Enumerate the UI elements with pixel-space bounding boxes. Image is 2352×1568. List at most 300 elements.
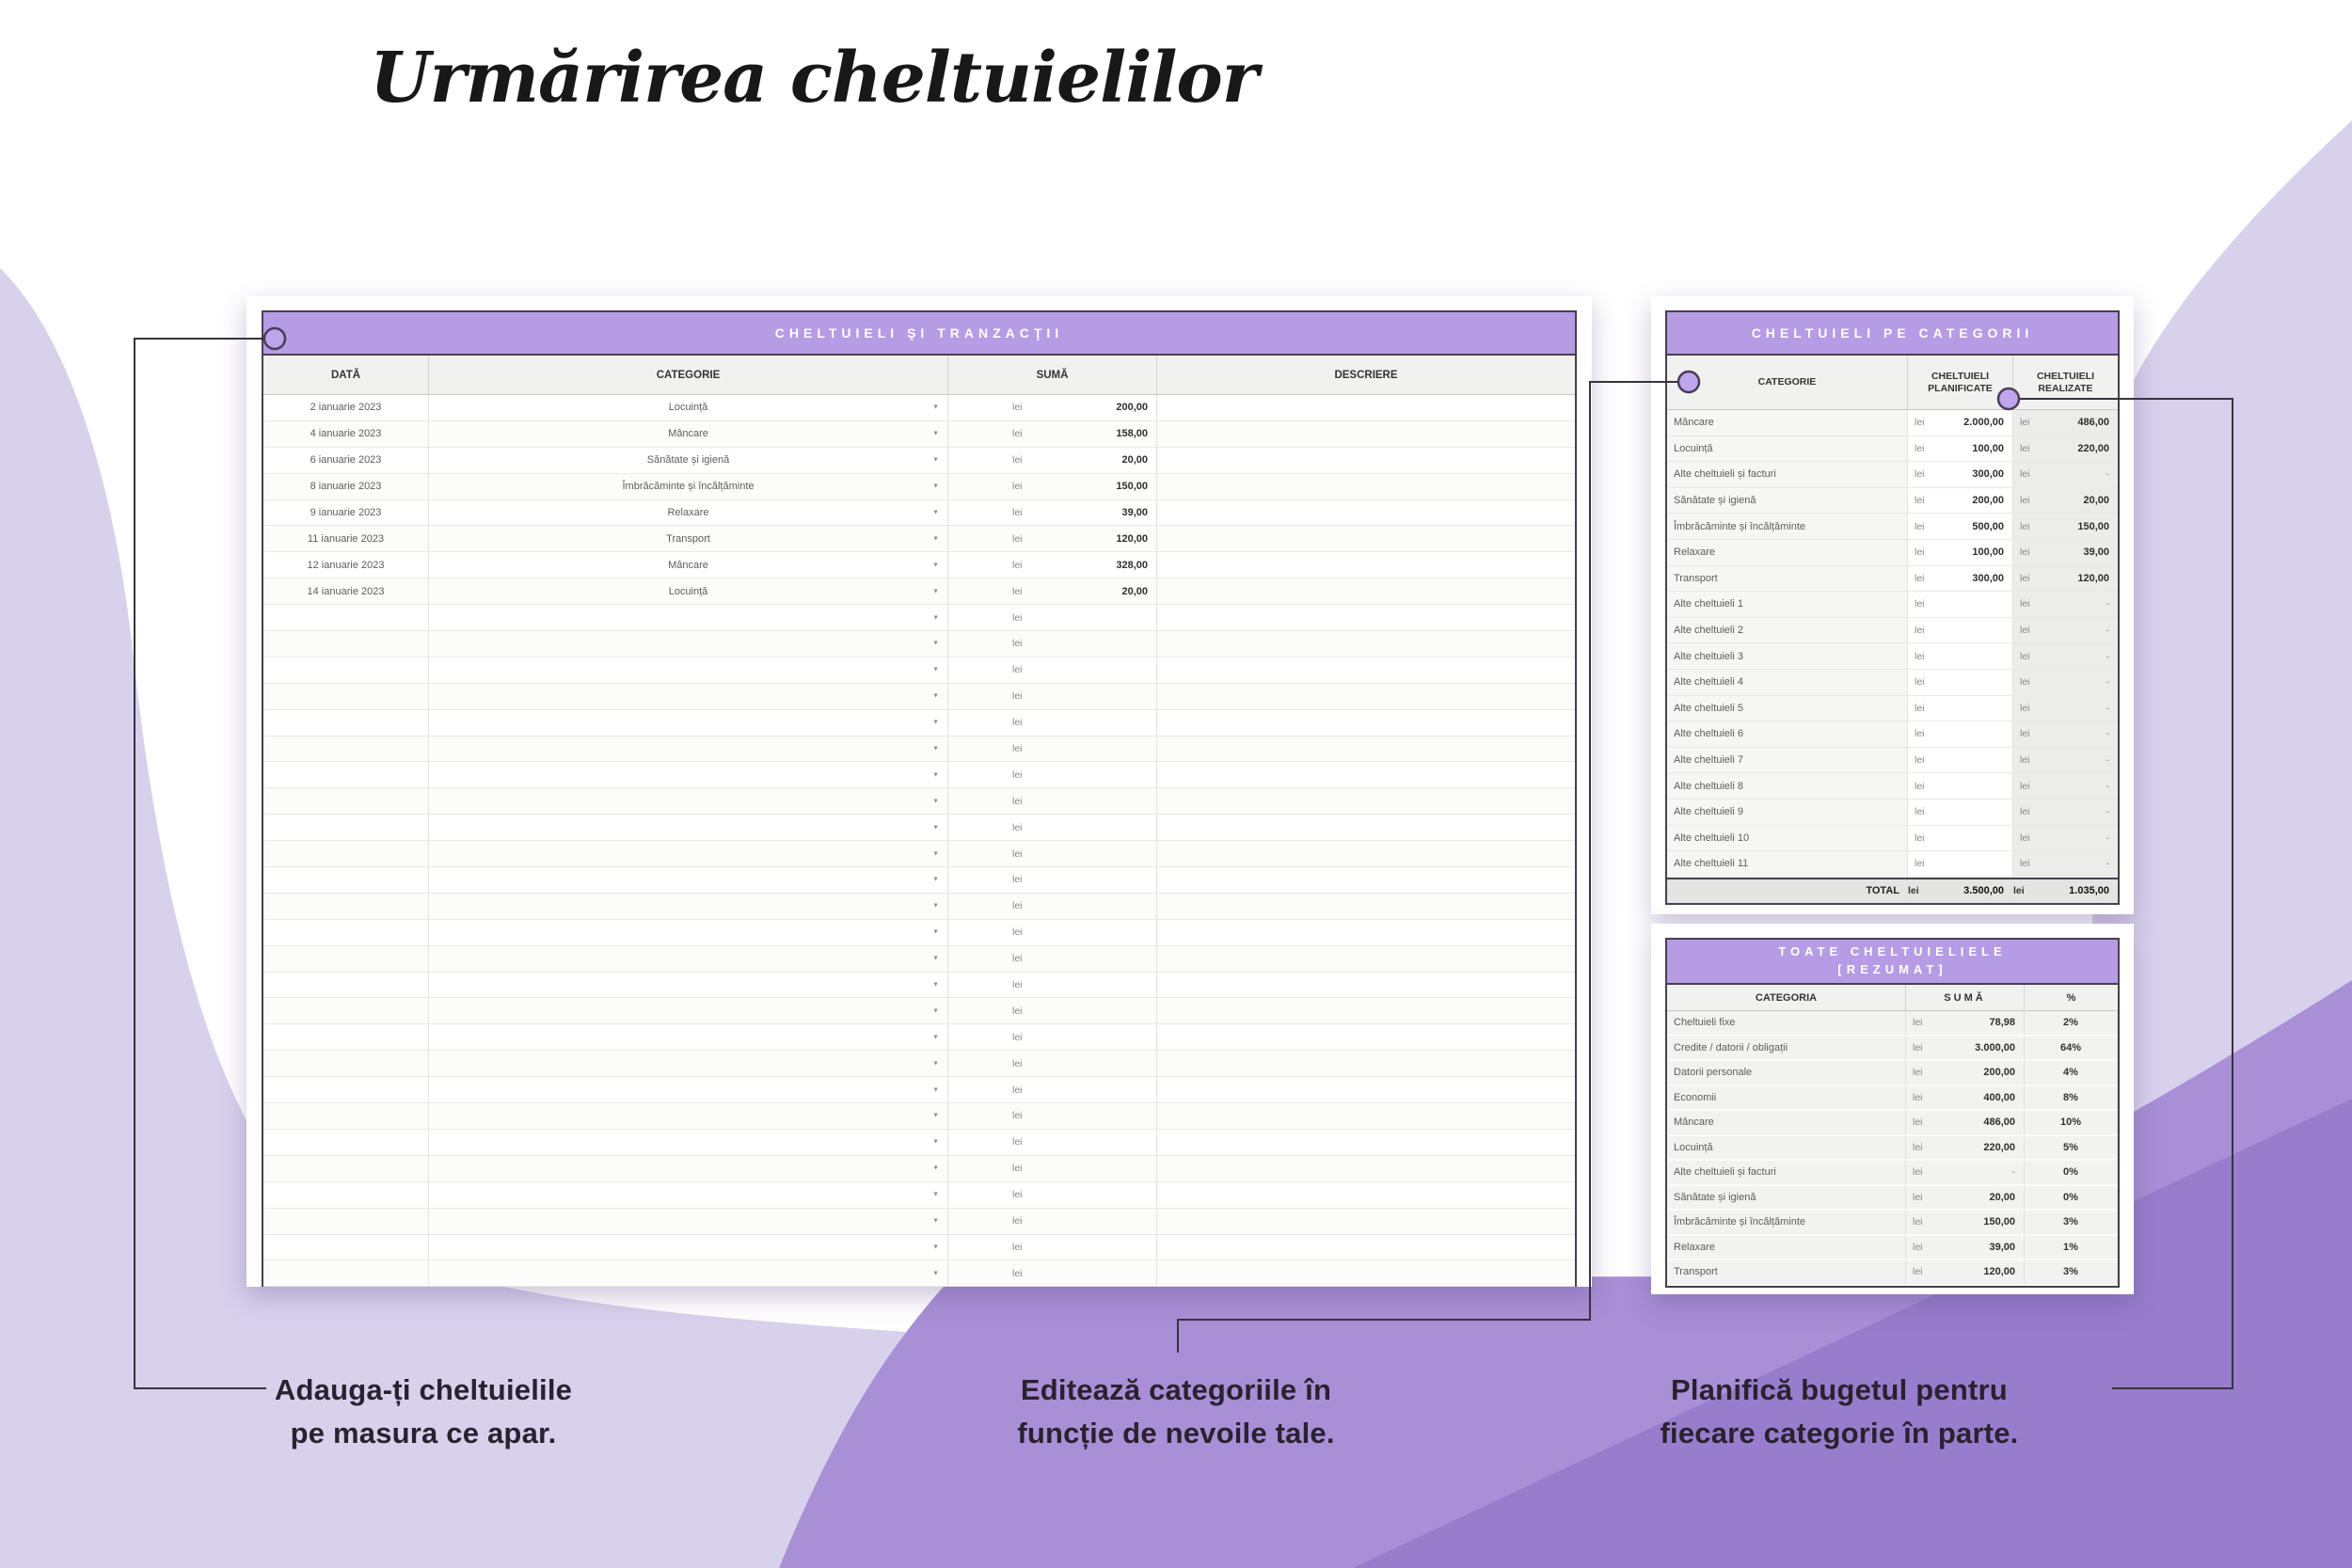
cell-category[interactable]	[429, 920, 948, 946]
cell-date[interactable]: 2 ianuarie 2023	[263, 395, 429, 421]
cell-description[interactable]	[1157, 815, 1575, 841]
cell-date[interactable]	[263, 788, 429, 815]
cell-amount[interactable]	[948, 395, 1157, 421]
total-actual-cell	[2013, 879, 2118, 903]
cell-description[interactable]	[1157, 1235, 1575, 1261]
cell-planned[interactable]	[1908, 566, 2013, 593]
cell-description[interactable]	[1157, 1077, 1575, 1103]
column-header-categoria: CATEGORIA	[1667, 985, 1906, 1011]
cell-category[interactable]: Sănătate și igienă	[1667, 1186, 1906, 1212]
cell-description[interactable]	[1157, 578, 1575, 605]
cell-category[interactable]: Locuință	[1667, 1136, 1906, 1162]
cell-description[interactable]	[1157, 421, 1575, 448]
cell-amount[interactable]	[948, 500, 1157, 527]
cell-date[interactable]: 14 ianuarie 2023	[263, 578, 429, 605]
amount-value: 300,00	[1972, 468, 2004, 481]
transaction-row	[263, 946, 1575, 973]
cell-amount[interactable]	[948, 867, 1157, 894]
cell-category[interactable]	[429, 657, 948, 684]
cell-category[interactable]	[429, 998, 948, 1024]
cell-category[interactable]: Relaxare	[1667, 540, 1908, 566]
cell-amount[interactable]	[948, 448, 1157, 474]
cell-actual[interactable]	[2013, 488, 2118, 515]
category-dropdown-icon[interactable]: ▼	[932, 1138, 939, 1146]
cell-amount[interactable]	[948, 841, 1157, 867]
cell-description[interactable]	[1157, 500, 1575, 527]
cell-description[interactable]	[1157, 395, 1575, 421]
cell-planned[interactable]	[1908, 670, 2013, 696]
cell-date[interactable]	[263, 1260, 429, 1287]
category-dropdown-icon[interactable]: ▼	[932, 1191, 939, 1198]
annotation-add-expenses	[132, 1369, 715, 1455]
cell-description[interactable]	[1157, 552, 1575, 578]
cell-actual[interactable]	[2013, 618, 2118, 644]
cell-planned[interactable]	[1908, 826, 2013, 852]
cell-percent[interactable]: 8%	[2025, 1086, 2118, 1112]
amount-value: -	[2106, 676, 2109, 689]
cell-description[interactable]	[1157, 1130, 1575, 1156]
category-dropdown-icon[interactable]: ▼	[932, 1086, 939, 1094]
currency-label: lei	[1915, 702, 1925, 714]
currency-label: lei	[1913, 1141, 1923, 1153]
cell-actual[interactable]	[2013, 826, 2118, 852]
cell-planned[interactable]	[1908, 540, 2013, 566]
cell-date[interactable]	[263, 920, 429, 946]
cell-category[interactable]: Alte cheltuieli 5	[1667, 696, 1908, 722]
cell-category[interactable]	[429, 841, 948, 867]
cell-category[interactable]	[429, 1077, 948, 1103]
cell-actual[interactable]	[2013, 748, 2118, 774]
cell-date[interactable]	[263, 631, 429, 657]
cell-date[interactable]	[263, 1156, 429, 1182]
cell-planned[interactable]	[1908, 800, 2013, 826]
cell-planned[interactable]	[1908, 851, 2013, 878]
cell-percent[interactable]: 3%	[2025, 1260, 2118, 1286]
cell-date[interactable]	[263, 1077, 429, 1103]
category-dropdown-icon[interactable]: ▼	[932, 1060, 939, 1068]
cell-description[interactable]	[1157, 710, 1575, 736]
cell-percent[interactable]: 0%	[2025, 1161, 2118, 1186]
category-dropdown-icon[interactable]: ▼	[932, 640, 939, 647]
cell-planned[interactable]	[1908, 488, 2013, 515]
cell-description[interactable]	[1157, 1024, 1575, 1051]
cell-description[interactable]	[1157, 946, 1575, 973]
currency-label: lei	[2020, 728, 2030, 740]
cell-amount[interactable]	[948, 762, 1157, 788]
cell-category[interactable]: Alte cheltuieli 8	[1667, 773, 1908, 800]
cell-description[interactable]	[1157, 657, 1575, 684]
cell-date[interactable]: 11 ianuarie 2023	[263, 526, 429, 552]
cell-planned[interactable]	[1908, 696, 2013, 722]
category-dropdown-icon[interactable]: ▼	[932, 1164, 939, 1172]
cell-category[interactable]: Mâncare	[1667, 1111, 1906, 1136]
cell-planned[interactable]	[1908, 748, 2013, 774]
cell-category[interactable]	[429, 736, 948, 763]
cell-amount[interactable]	[1906, 1136, 2025, 1162]
category-dropdown-icon[interactable]: ▼	[932, 1034, 939, 1041]
category-dropdown-icon[interactable]: ▼	[932, 745, 939, 752]
category-dropdown-icon[interactable]: ▼	[932, 404, 939, 411]
category-dropdown-icon[interactable]: ▼	[932, 666, 939, 673]
transaction-row	[263, 1235, 1575, 1261]
cell-actual[interactable]	[2013, 540, 2118, 566]
cell-description[interactable]	[1157, 998, 1575, 1024]
cell-category[interactable]	[429, 578, 948, 605]
cell-category[interactable]: Alte cheltuieli 1	[1667, 592, 1908, 618]
cell-date[interactable]	[263, 1130, 429, 1156]
cell-amount[interactable]	[948, 526, 1157, 552]
amount-value: -	[2106, 650, 2109, 662]
cell-date[interactable]: 8 ianuarie 2023	[263, 474, 429, 500]
cell-actual[interactable]	[2013, 514, 2118, 540]
cell-percent[interactable]: 64%	[2025, 1037, 2118, 1062]
cell-date[interactable]	[263, 710, 429, 736]
cell-description[interactable]	[1157, 1051, 1575, 1077]
cell-category[interactable]: Locuință	[1667, 436, 1908, 463]
cell-amount[interactable]	[948, 1103, 1157, 1130]
cell-description[interactable]	[1157, 736, 1575, 763]
cell-amount[interactable]	[948, 973, 1157, 999]
cell-percent[interactable]: 1%	[2025, 1236, 2118, 1261]
cell-date[interactable]	[263, 998, 429, 1024]
cell-amount[interactable]	[948, 815, 1157, 841]
cell-category[interactable]	[429, 1024, 948, 1051]
category-dropdown-icon[interactable]: ▼	[932, 692, 939, 700]
cell-actual[interactable]	[2013, 436, 2118, 463]
cell-category[interactable]: Alte cheltuieli 7	[1667, 748, 1908, 774]
cell-percent[interactable]: 0%	[2025, 1186, 2118, 1212]
cell-category[interactable]	[429, 552, 948, 578]
cell-description[interactable]	[1157, 841, 1575, 867]
transaction-row	[263, 395, 1575, 421]
cell-actual[interactable]	[2013, 800, 2118, 826]
cell-date[interactable]: 12 ianuarie 2023	[263, 552, 429, 578]
cell-category[interactable]: Datorii personale	[1667, 1061, 1906, 1086]
cell-category[interactable]: Cheltuieli fixe	[1667, 1011, 1906, 1037]
cell-category[interactable]	[429, 762, 948, 788]
currency-label: lei	[2020, 520, 2030, 532]
cell-category[interactable]	[429, 1103, 948, 1130]
cell-actual[interactable]	[2013, 566, 2118, 593]
cell-planned[interactable]	[1908, 773, 2013, 800]
cell-category[interactable]	[429, 448, 948, 474]
cell-amount[interactable]	[948, 578, 1157, 605]
category-dropdown-icon[interactable]: ▼	[932, 614, 939, 622]
cell-date[interactable]	[263, 1182, 429, 1209]
cell-amount[interactable]	[1906, 1061, 2025, 1086]
cell-date[interactable]	[263, 1051, 429, 1077]
cell-date[interactable]	[263, 736, 429, 763]
cell-date[interactable]	[263, 946, 429, 973]
cell-date[interactable]	[263, 894, 429, 920]
cell-description[interactable]	[1157, 605, 1575, 631]
cell-category[interactable]: Credite / datorii / obligații	[1667, 1037, 1906, 1062]
currency-label: lei	[1915, 754, 1925, 767]
category-value: Transport	[666, 532, 710, 545]
summary-title-line1: TOATE CHELTUIELIELE	[1778, 944, 2007, 959]
cell-category[interactable]: Alte cheltuieli 10	[1667, 826, 1908, 852]
total-label: TOTAL	[1667, 879, 1908, 903]
cell-date[interactable]	[263, 1209, 429, 1235]
cell-description[interactable]	[1157, 788, 1575, 815]
transaction-row	[263, 500, 1575, 527]
cell-amount[interactable]	[1906, 1211, 2025, 1236]
cell-amount[interactable]	[948, 710, 1157, 736]
cell-category[interactable]	[429, 815, 948, 841]
currency-label: lei	[1012, 1031, 1023, 1043]
cell-amount[interactable]	[948, 605, 1157, 631]
cell-category[interactable]	[429, 1182, 948, 1209]
cell-category[interactable]	[429, 867, 948, 894]
cell-date[interactable]	[263, 762, 429, 788]
currency-label: lei	[2020, 417, 2030, 429]
cell-actual[interactable]	[2013, 773, 2118, 800]
cell-amount[interactable]	[948, 894, 1157, 920]
cell-actual[interactable]	[2013, 592, 2118, 618]
cell-description[interactable]	[1157, 448, 1575, 474]
currency-label: lei	[1915, 598, 1925, 610]
cell-actual[interactable]	[2013, 721, 2118, 748]
transaction-row	[263, 710, 1575, 736]
cell-amount[interactable]	[1906, 1111, 2025, 1136]
cell-date[interactable]	[263, 1024, 429, 1051]
cell-actual[interactable]	[2013, 462, 2118, 488]
cell-amount[interactable]	[1906, 1236, 2025, 1261]
category-dropdown-icon[interactable]: ▼	[932, 1112, 939, 1119]
cell-amount[interactable]	[1906, 1037, 2025, 1062]
cell-date[interactable]	[263, 841, 429, 867]
cell-percent[interactable]: 5%	[2025, 1136, 2118, 1162]
category-dropdown-icon[interactable]: ▼	[932, 535, 939, 543]
cell-planned[interactable]	[1908, 592, 2013, 618]
cell-category[interactable]	[429, 1209, 948, 1235]
cell-category[interactable]	[429, 526, 948, 552]
cell-percent[interactable]: 10%	[2025, 1111, 2118, 1136]
category-dropdown-icon[interactable]: ▼	[932, 955, 939, 962]
cell-date[interactable]: 9 ianuarie 2023	[263, 500, 429, 527]
category-dropdown-icon[interactable]: ▼	[932, 456, 939, 464]
cell-category[interactable]	[429, 631, 948, 657]
cell-category[interactable]: Îmbrăcăminte și încălțăminte	[1667, 1211, 1906, 1236]
cell-description[interactable]	[1157, 973, 1575, 999]
cell-date[interactable]	[263, 684, 429, 710]
cell-description[interactable]	[1157, 1260, 1575, 1287]
cell-percent[interactable]: 2%	[2025, 1011, 2118, 1037]
cell-category[interactable]	[429, 1260, 948, 1287]
category-dropdown-icon[interactable]: ▼	[932, 876, 939, 883]
cell-category[interactable]	[429, 474, 948, 500]
cell-category[interactable]: Alte cheltuieli 3	[1667, 643, 1908, 670]
transaction-row	[263, 1156, 1575, 1182]
category-dropdown-icon[interactable]: ▼	[932, 850, 939, 858]
cell-planned[interactable]	[1908, 462, 2013, 488]
cell-actual[interactable]	[2013, 643, 2118, 670]
cell-amount[interactable]	[948, 736, 1157, 763]
cell-amount[interactable]	[948, 920, 1157, 946]
cell-amount[interactable]	[1906, 1086, 2025, 1112]
category-dropdown-icon[interactable]: ▼	[932, 1270, 939, 1277]
cell-planned[interactable]	[1908, 436, 2013, 463]
cell-category[interactable]	[429, 1051, 948, 1077]
cell-actual[interactable]	[2013, 851, 2118, 878]
cell-category[interactable]: Alte cheltuieli 2	[1667, 618, 1908, 644]
cell-date[interactable]	[263, 867, 429, 894]
category-dropdown-icon[interactable]: ▼	[932, 824, 939, 832]
cell-date[interactable]	[263, 1235, 429, 1261]
category-dropdown-icon[interactable]: ▼	[932, 981, 939, 989]
currency-label: lei	[1012, 585, 1023, 597]
cell-category[interactable]	[429, 973, 948, 999]
cell-amount[interactable]	[948, 1260, 1157, 1287]
currency-label: lei	[2020, 702, 2030, 714]
cell-category[interactable]: Alte cheltuieli 4	[1667, 670, 1908, 696]
cell-date[interactable]	[263, 815, 429, 841]
cell-planned[interactable]	[1908, 721, 2013, 748]
cell-amount[interactable]	[948, 1235, 1157, 1261]
cell-percent[interactable]: 4%	[2025, 1061, 2118, 1086]
cell-amount[interactable]	[948, 1051, 1157, 1077]
category-dropdown-icon[interactable]: ▼	[932, 483, 939, 490]
cell-date[interactable]: 6 ianuarie 2023	[263, 448, 429, 474]
cell-description[interactable]	[1157, 684, 1575, 710]
cell-actual[interactable]	[2013, 696, 2118, 722]
category-dropdown-icon[interactable]: ▼	[932, 509, 939, 516]
currency-label: lei	[1012, 1267, 1023, 1279]
cell-category[interactable]: Transport	[1667, 566, 1908, 593]
currency-label: lei	[1012, 795, 1023, 807]
cell-description[interactable]	[1157, 1209, 1575, 1235]
cell-category[interactable]: Îmbrăcăminte și încălțăminte	[1667, 514, 1908, 540]
cell-description[interactable]	[1157, 474, 1575, 500]
amount-value: 486,00	[1983, 1117, 2015, 1129]
categories-sheet	[1651, 296, 2134, 914]
column-header-descriere: DESCRIERE	[1157, 356, 1575, 395]
cell-category[interactable]	[429, 500, 948, 527]
category-dropdown-icon[interactable]: ▼	[932, 771, 939, 779]
cell-category[interactable]: Alte cheltuieli și facturi	[1667, 1161, 1906, 1186]
cell-date[interactable]	[263, 973, 429, 999]
cell-amount[interactable]	[948, 657, 1157, 684]
cell-description[interactable]	[1157, 894, 1575, 920]
cell-date[interactable]	[263, 605, 429, 631]
cell-category[interactable]	[429, 395, 948, 421]
cell-description[interactable]	[1157, 1182, 1575, 1209]
cell-category[interactable]	[429, 605, 948, 631]
cell-amount[interactable]	[948, 788, 1157, 815]
cell-category[interactable]	[429, 1156, 948, 1182]
cell-amount[interactable]	[948, 1024, 1157, 1051]
cell-amount[interactable]	[948, 1077, 1157, 1103]
cell-category[interactable]: Alte cheltuieli 9	[1667, 800, 1908, 826]
amount-value: 20,00	[1121, 454, 1148, 467]
currency-label: lei	[1012, 717, 1023, 729]
category-dropdown-icon[interactable]: ▼	[932, 1007, 939, 1015]
cell-amount[interactable]	[948, 998, 1157, 1024]
category-dropdown-icon[interactable]: ▼	[932, 588, 939, 595]
currency-label: lei	[1915, 650, 1925, 662]
cell-actual[interactable]	[2013, 410, 2118, 436]
category-dropdown-icon[interactable]: ▼	[932, 1243, 939, 1251]
cell-category[interactable]	[429, 788, 948, 815]
category-dropdown-icon[interactable]: ▼	[932, 798, 939, 805]
cell-date[interactable]: 4 ianuarie 2023	[263, 421, 429, 448]
cell-planned[interactable]	[1908, 410, 2013, 436]
cell-description[interactable]	[1157, 920, 1575, 946]
cell-amount[interactable]	[948, 474, 1157, 500]
cell-description[interactable]	[1157, 1103, 1575, 1130]
cell-category[interactable]: Alte cheltuieli și facturi	[1667, 462, 1908, 488]
cell-category[interactable]	[429, 710, 948, 736]
cell-category[interactable]: Mâncare	[1667, 410, 1908, 436]
cell-category[interactable]: Alte cheltuieli 6	[1667, 721, 1908, 748]
cell-description[interactable]	[1157, 526, 1575, 552]
cell-planned[interactable]	[1908, 618, 2013, 644]
cell-category[interactable]: Sănătate și igienă	[1667, 488, 1908, 515]
cell-category[interactable]	[429, 1235, 948, 1261]
category-dropdown-icon[interactable]: ▼	[932, 928, 939, 936]
cell-amount[interactable]	[948, 1130, 1157, 1156]
cell-amount[interactable]	[948, 552, 1157, 578]
cell-date[interactable]	[263, 657, 429, 684]
amount-value: 220,00	[1983, 1141, 2015, 1153]
cell-description[interactable]	[1157, 867, 1575, 894]
category-dropdown-icon[interactable]: ▼	[932, 902, 939, 910]
cell-amount[interactable]	[1906, 1011, 2025, 1037]
cell-amount[interactable]	[948, 421, 1157, 448]
cell-category[interactable]: Transport	[1667, 1260, 1906, 1286]
cell-amount[interactable]	[948, 946, 1157, 973]
category-dropdown-icon[interactable]: ▼	[932, 719, 939, 726]
categories-table	[1665, 310, 2120, 905]
category-dropdown-icon[interactable]: ▼	[932, 562, 939, 569]
cell-category[interactable]: Relaxare	[1667, 1236, 1906, 1261]
cell-amount[interactable]	[948, 1156, 1157, 1182]
cell-category[interactable]	[429, 684, 948, 710]
cell-amount[interactable]	[948, 631, 1157, 657]
cell-planned[interactable]	[1908, 514, 2013, 540]
total-actual-value: 1.035,00	[2069, 885, 2109, 897]
summary-row	[1667, 1161, 2118, 1186]
cell-category[interactable]	[429, 1130, 948, 1156]
cell-category[interactable]	[429, 894, 948, 920]
cell-category[interactable]	[429, 946, 948, 973]
cell-amount[interactable]	[948, 684, 1157, 710]
cell-description[interactable]	[1157, 631, 1575, 657]
category-budget-row	[1667, 851, 2118, 878]
cell-planned[interactable]	[1908, 643, 2013, 670]
cell-percent[interactable]: 3%	[2025, 1211, 2118, 1236]
cell-date[interactable]	[263, 1103, 429, 1130]
cell-amount[interactable]	[948, 1209, 1157, 1235]
cell-amount[interactable]	[1906, 1186, 2025, 1212]
currency-label: lei	[2020, 832, 2030, 844]
cell-amount[interactable]	[1906, 1260, 2025, 1286]
cell-amount[interactable]	[1906, 1161, 2025, 1186]
category-dropdown-icon[interactable]: ▼	[932, 430, 939, 437]
cell-actual[interactable]	[2013, 670, 2118, 696]
currency-label: lei	[1012, 1005, 1023, 1017]
category-budget-row	[1667, 670, 2118, 696]
cell-description[interactable]	[1157, 762, 1575, 788]
category-dropdown-icon[interactable]: ▼	[932, 1217, 939, 1225]
currency-label: lei	[1913, 1067, 1923, 1079]
cell-amount[interactable]	[948, 1182, 1157, 1209]
transaction-row	[263, 815, 1575, 841]
cell-description[interactable]	[1157, 1156, 1575, 1182]
cell-category[interactable]: Alte cheltuieli 11	[1667, 851, 1908, 878]
cell-category[interactable]	[429, 421, 948, 448]
cell-category[interactable]: Economii	[1667, 1086, 1906, 1112]
